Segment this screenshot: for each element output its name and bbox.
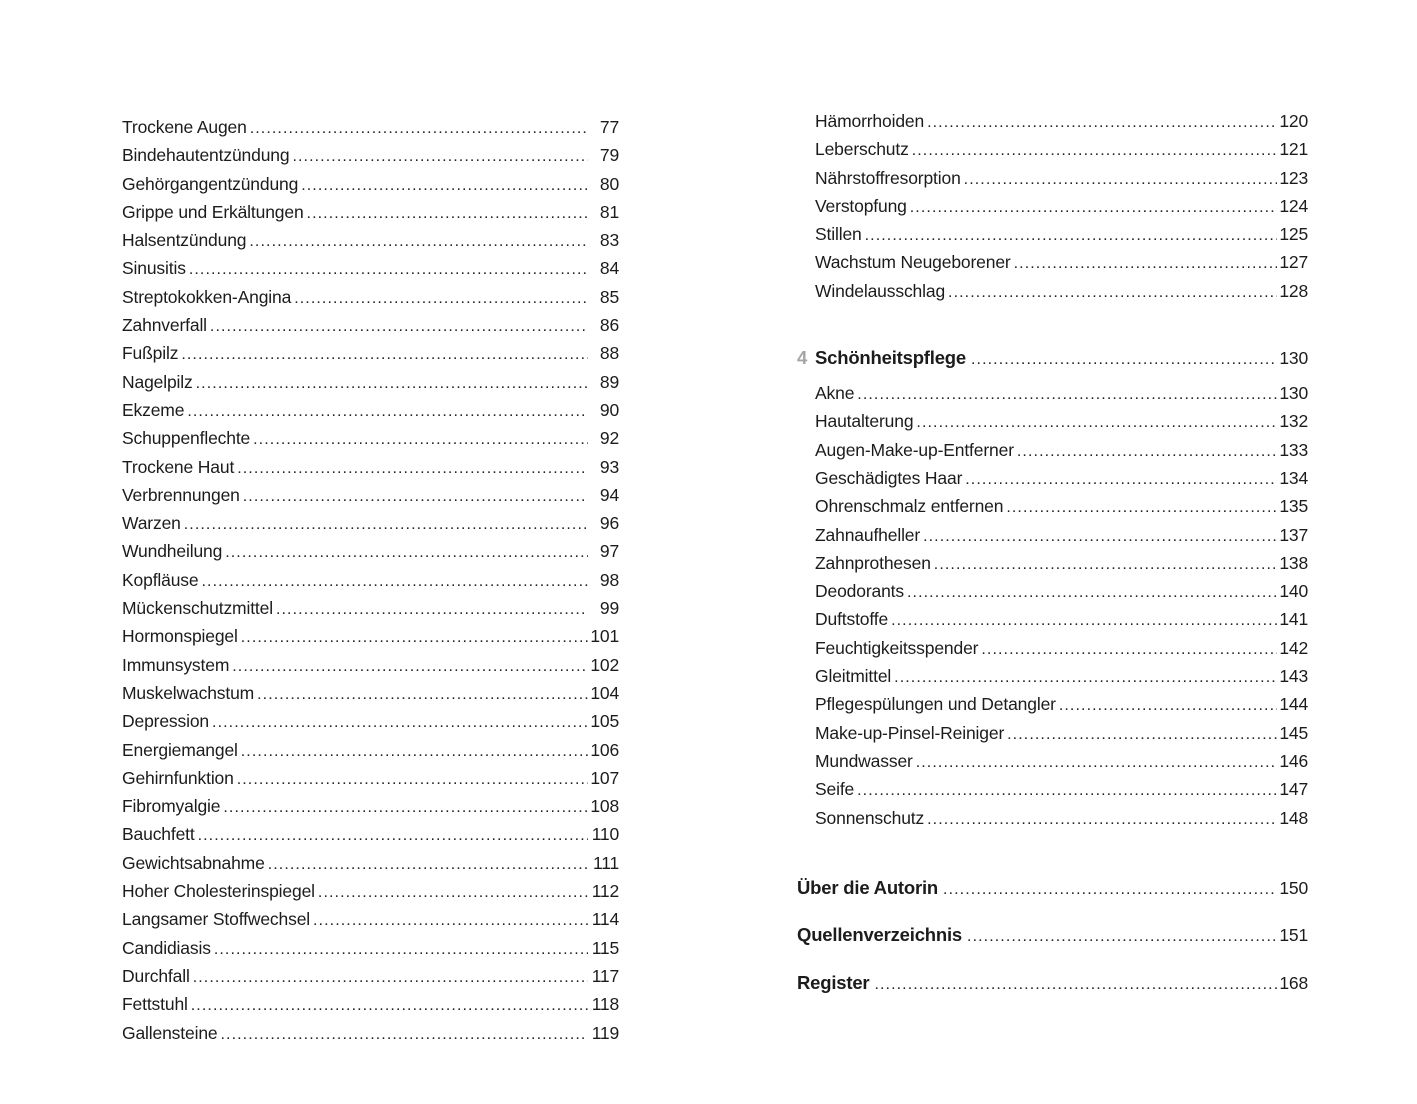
toc-entry-label: Stillen: [815, 224, 862, 245]
toc-entry-page: 134: [1279, 467, 1308, 488]
toc-entry: [815, 249, 1308, 277]
toc-right-column: [797, 108, 1308, 1007]
toc-entry-page: 107: [590, 767, 619, 788]
dot-leader: [967, 913, 1277, 960]
toc-entry-page: 148: [1279, 807, 1308, 828]
toc-entry: [815, 221, 1308, 249]
toc-entry-page: 140: [1279, 581, 1308, 602]
toc-entry-page: 142: [1279, 637, 1308, 658]
toc-entry: [815, 165, 1308, 193]
toc-entry: [122, 708, 619, 736]
toc-entry: [122, 906, 619, 934]
dot-leader: [210, 312, 588, 340]
toc-entry-page: 84: [599, 258, 619, 279]
toc-entry: [815, 748, 1308, 776]
dot-leader: [301, 171, 588, 199]
toc-entry: [122, 142, 619, 170]
toc-entry-label: Hautalterung: [815, 411, 914, 432]
toc-entry: [815, 136, 1308, 164]
toc-entry-page: 147: [1279, 779, 1308, 800]
toc-entry-page: 141: [1279, 609, 1308, 630]
toc-entry-page: 145: [1279, 722, 1308, 743]
dot-leader: [307, 199, 588, 227]
toc-entry-page: 97: [599, 541, 619, 562]
toc-entry-label: Duftstoffe: [815, 609, 889, 630]
toc-entry-page: 102: [590, 654, 619, 675]
dot-leader: [223, 793, 588, 821]
dot-leader: [927, 108, 1277, 136]
toc-entry-page: 115: [591, 937, 619, 958]
toc-entry-page: 120: [1279, 111, 1308, 131]
toc-list-left: [122, 114, 619, 1048]
toc-entry-label: Seife: [815, 779, 855, 800]
toc-entry: [815, 720, 1308, 748]
dot-leader: [916, 408, 1277, 436]
toc-entry-label: Grippe und Erkältungen: [122, 201, 304, 222]
dot-leader: [916, 748, 1277, 776]
dot-leader: [1059, 691, 1277, 719]
toc-entry-label: Ohrenschmalz entfernen: [815, 496, 1004, 517]
toc-entry-label: Ekzeme: [122, 399, 185, 420]
toc-entry: [122, 821, 619, 849]
dot-leader: [894, 663, 1277, 691]
toc-entry-label: Gewichtsabnahme: [122, 852, 265, 873]
dot-leader: [927, 805, 1277, 833]
dot-leader: [923, 522, 1277, 550]
dot-leader: [193, 963, 588, 991]
toc-entry: [815, 380, 1308, 408]
toc-entry-page: 114: [591, 909, 619, 930]
toc-entry-label: Schuppenflechte: [122, 428, 251, 449]
toc-entry: [122, 255, 619, 283]
toc-entry-label: Candidiasis: [122, 937, 211, 958]
toc-entry: [815, 606, 1308, 634]
toc-entry-label: Wundheilung: [122, 541, 223, 562]
toc-entry: [815, 437, 1308, 465]
toc-entry-label: Make-up-Pinsel-Reiniger: [815, 722, 1005, 743]
toc-entry-page: 110: [591, 824, 619, 845]
dot-leader: [891, 606, 1277, 634]
toc-entry-page: 146: [1279, 750, 1308, 771]
dot-leader: [971, 344, 1277, 376]
toc-entry: [815, 550, 1308, 578]
dot-leader: [220, 1020, 588, 1048]
toc-entry-label: Fußpilz: [122, 343, 179, 364]
toc-entry-label: Fettstuhl: [122, 994, 188, 1015]
dot-leader: [249, 227, 588, 255]
dot-leader: [857, 380, 1277, 408]
toc-entry: [815, 465, 1308, 493]
toc-entry-page: 118: [591, 994, 619, 1015]
toc-entry-page: 137: [1279, 524, 1308, 545]
dot-leader: [1007, 720, 1277, 748]
toc-entry-page: 130: [1279, 383, 1308, 404]
toc-entry: [815, 108, 1308, 136]
toc-entry-page: 119: [591, 1022, 619, 1043]
toc-entry: [122, 510, 619, 538]
toc-entry-page: 151: [1279, 925, 1308, 946]
toc-entry-page: 98: [599, 569, 619, 590]
dot-leader: [198, 821, 588, 849]
dot-leader: [241, 623, 588, 651]
toc-entry: [122, 963, 619, 991]
toc-entry-page: 135: [1279, 496, 1308, 517]
toc-entry: [815, 522, 1308, 550]
section-number: 4: [797, 347, 808, 369]
toc-entry-label: Gleitmittel: [815, 666, 892, 687]
toc-entry: [815, 578, 1308, 606]
toc-entry: [815, 193, 1308, 221]
dot-leader: [292, 142, 588, 170]
toc-entry: [122, 199, 619, 227]
toc-entry: [815, 663, 1308, 691]
dot-leader: [181, 340, 588, 368]
toc-entry-page: 92: [599, 428, 619, 449]
dot-leader: [253, 425, 588, 453]
toc-entry-label: Hämorrhoiden: [815, 111, 925, 131]
toc-entry-label: Gehörgangentzündung: [122, 173, 299, 194]
toc-entry-label: Kopfläuse: [122, 569, 199, 590]
toc-entry-label: Streptokokken-Angina: [122, 286, 292, 307]
toc-entry: [815, 278, 1308, 306]
toc-entry-label: Nagelpilz: [122, 371, 193, 392]
dot-leader: [232, 652, 588, 680]
dot-leader: [313, 906, 588, 934]
toc-entry-label: Bindehautentzündung: [122, 145, 290, 166]
dot-leader: [1014, 249, 1277, 277]
toc-entry: [122, 340, 619, 368]
toc-entry: [122, 312, 619, 340]
toc-list-back-matter: [797, 865, 1308, 1008]
toc-entry-page: 128: [1279, 280, 1308, 301]
toc-entry-page: 117: [591, 965, 619, 986]
toc-entry-label: Sonnenschutz: [815, 807, 925, 828]
toc-entry: [122, 1020, 619, 1048]
toc-entry-label: Depression: [122, 711, 210, 732]
toc-entry: [122, 567, 619, 595]
dot-leader: [1006, 493, 1277, 521]
toc-entry-label: Durchfall: [122, 965, 190, 986]
toc-left-column: [122, 114, 619, 1048]
toc-entry: [122, 171, 619, 199]
toc-entry-label: Geschädigtes Haar: [815, 467, 963, 488]
section-page: 130: [1279, 348, 1308, 369]
toc-entry-label: Muskelwachstum: [122, 682, 255, 703]
dot-leader: [250, 114, 588, 142]
dot-leader: [907, 578, 1277, 606]
toc-entry: [122, 878, 619, 906]
toc-entry-label: Deodorants: [815, 581, 904, 602]
dot-leader: [187, 397, 588, 425]
toc-entry-page: 124: [1279, 195, 1308, 216]
dot-leader: [243, 482, 588, 510]
toc-entry: [122, 538, 619, 566]
dot-leader: [191, 991, 588, 1019]
toc-entry-label: Mückenschutzmittel: [122, 598, 273, 619]
dot-leader: [934, 550, 1277, 578]
dot-leader: [912, 136, 1277, 164]
toc-entry-label: Wachstum Neugeborener: [815, 252, 1011, 273]
toc-entry-label: Register: [797, 971, 870, 993]
toc-entry: [797, 912, 1308, 960]
dot-leader: [196, 369, 588, 397]
toc-entry-page: 77: [599, 117, 619, 137]
toc-section-header: [797, 342, 1308, 376]
toc-entry-page: 89: [599, 371, 619, 392]
toc-entry-label: Gallensteine: [122, 1022, 218, 1043]
dot-leader: [910, 193, 1277, 221]
toc-entry: [122, 425, 619, 453]
toc-entry-label: Hoher Cholesterinspiegel: [122, 881, 315, 902]
toc-entry-label: Verstopfung: [815, 195, 907, 216]
dot-leader: [964, 165, 1277, 193]
toc-entry: [122, 991, 619, 1019]
toc-entry: [815, 805, 1308, 833]
toc-entry: [122, 482, 619, 510]
dot-leader: [212, 708, 588, 736]
toc-entry: [122, 652, 619, 680]
dot-leader: [241, 737, 588, 765]
toc-entry-page: 85: [599, 286, 619, 307]
toc-entry: [122, 369, 619, 397]
toc-entry-page: 93: [599, 456, 619, 477]
toc-entry-page: 132: [1279, 411, 1308, 432]
toc-entry: [122, 227, 619, 255]
dot-leader: [1017, 437, 1277, 465]
dot-leader: [294, 284, 588, 312]
toc-entry: [122, 284, 619, 312]
toc-entry-label: Trockene Haut: [122, 456, 235, 477]
dot-leader: [237, 765, 588, 793]
toc-entry-page: 86: [599, 315, 619, 336]
toc-entry: [122, 850, 619, 878]
toc-entry-label: Akne: [815, 383, 855, 404]
toc-entry-label: Pflegespülungen und Detangler: [815, 694, 1056, 715]
dot-leader: [965, 465, 1277, 493]
toc-entry-page: 104: [590, 682, 619, 703]
toc-entry-page: 121: [1279, 139, 1308, 160]
toc-entry-label: Windelausschlag: [815, 280, 946, 301]
toc-entry-label: Nährstoffresorption: [815, 167, 961, 188]
dot-leader: [202, 567, 589, 595]
toc-entry: [122, 737, 619, 765]
toc-entry: [815, 691, 1308, 719]
toc-entry-label: Zahnprothesen: [815, 552, 931, 573]
toc-entry-label: Leberschutz: [815, 139, 909, 160]
dot-leader: [237, 454, 588, 482]
toc-entry-page: 127: [1279, 252, 1308, 273]
toc-entry-page: 138: [1279, 552, 1308, 573]
toc-entry-label: Mundwasser: [815, 750, 913, 771]
toc-entry-page: 90: [599, 399, 619, 420]
toc-entry-label: Fibromyalgie: [122, 796, 221, 817]
toc-entry-page: 96: [599, 513, 619, 534]
toc-entry-page: 79: [599, 145, 619, 166]
dot-leader: [225, 538, 588, 566]
toc-entry-label: Zahnverfall: [122, 315, 207, 336]
toc-entry-page: 83: [599, 230, 619, 251]
toc-entry: [122, 595, 619, 623]
toc-entry-page: 143: [1279, 666, 1308, 687]
toc-entry: [122, 397, 619, 425]
section-title: Schönheitspflege: [815, 347, 966, 369]
toc-entry: [122, 680, 619, 708]
toc-entry-label: Energiemangel: [122, 739, 238, 760]
toc-entry: [815, 776, 1308, 804]
dot-leader: [943, 866, 1277, 913]
toc-entry-label: Langsamer Stoffwechsel: [122, 909, 311, 930]
dot-leader: [318, 878, 588, 906]
toc-entry-page: 133: [1279, 439, 1308, 460]
toc-entry-page: 101: [590, 626, 619, 647]
toc-entry-label: Quellenverzeichnis: [797, 924, 963, 946]
toc-entry-label: Bauchfett: [122, 824, 195, 845]
toc-entry-label: Gehirnfunktion: [122, 767, 234, 788]
toc-entry-page: 168: [1279, 972, 1308, 993]
dot-leader: [257, 680, 588, 708]
toc-entry-page: 106: [590, 739, 619, 760]
toc-entry-label: Halsentzündung: [122, 230, 247, 251]
toc-entry-page: 111: [592, 852, 619, 873]
toc-entry-label: Augen-Make-up-Entferner: [815, 439, 1014, 460]
toc-entry-label: Sinusitis: [122, 258, 186, 279]
toc-entry: [122, 765, 619, 793]
toc-entry-label: Immunsystem: [122, 654, 230, 675]
dot-leader: [268, 850, 588, 878]
toc-entry-label: Feuchtigkeitsspender: [815, 637, 979, 658]
toc-list-section-entries: [797, 380, 1308, 833]
toc-entry-label: Hormonspiegel: [122, 626, 238, 647]
toc-entry: [815, 408, 1308, 436]
dot-leader: [189, 255, 588, 283]
dot-leader: [214, 935, 588, 963]
toc-entry: [122, 793, 619, 821]
dot-leader: [865, 221, 1277, 249]
dot-leader: [874, 961, 1277, 1008]
toc-entry-page: 108: [590, 796, 619, 817]
toc-entry: [122, 454, 619, 482]
dot-leader: [857, 776, 1277, 804]
toc-entry-page: 125: [1279, 224, 1308, 245]
dot-leader: [276, 595, 588, 623]
toc-entry-page: 80: [599, 173, 619, 194]
toc-entry-label: Verbrennungen: [122, 484, 240, 505]
toc-entry-page: 150: [1279, 877, 1308, 898]
toc-entry-page: 144: [1279, 694, 1308, 715]
dot-leader: [981, 635, 1277, 663]
toc-entry: [797, 865, 1308, 913]
toc-entry-page: 88: [599, 343, 619, 364]
toc-entry-page: 81: [599, 201, 619, 222]
toc-entry: [122, 623, 619, 651]
toc-entry: [815, 493, 1308, 521]
toc-entry-label: Warzen: [122, 513, 181, 534]
toc-entry: [815, 635, 1308, 663]
toc-entry-label: Über die Autorin: [797, 876, 939, 898]
toc-entry-page: 94: [599, 484, 619, 505]
toc-entry-label: Zahnaufheller: [815, 524, 921, 545]
toc-entry-page: 105: [590, 711, 619, 732]
dot-leader: [184, 510, 588, 538]
toc-entry-page: 112: [591, 881, 619, 902]
toc-entry: [122, 114, 619, 142]
dot-leader: [948, 278, 1277, 306]
toc-entry: [797, 960, 1308, 1008]
toc-entry: [122, 935, 619, 963]
toc-entry-page: 123: [1279, 167, 1308, 188]
toc-entry-page: 99: [599, 598, 619, 619]
toc-list-continued: [797, 108, 1308, 306]
toc-entry-label: Trockene Augen: [122, 117, 247, 137]
